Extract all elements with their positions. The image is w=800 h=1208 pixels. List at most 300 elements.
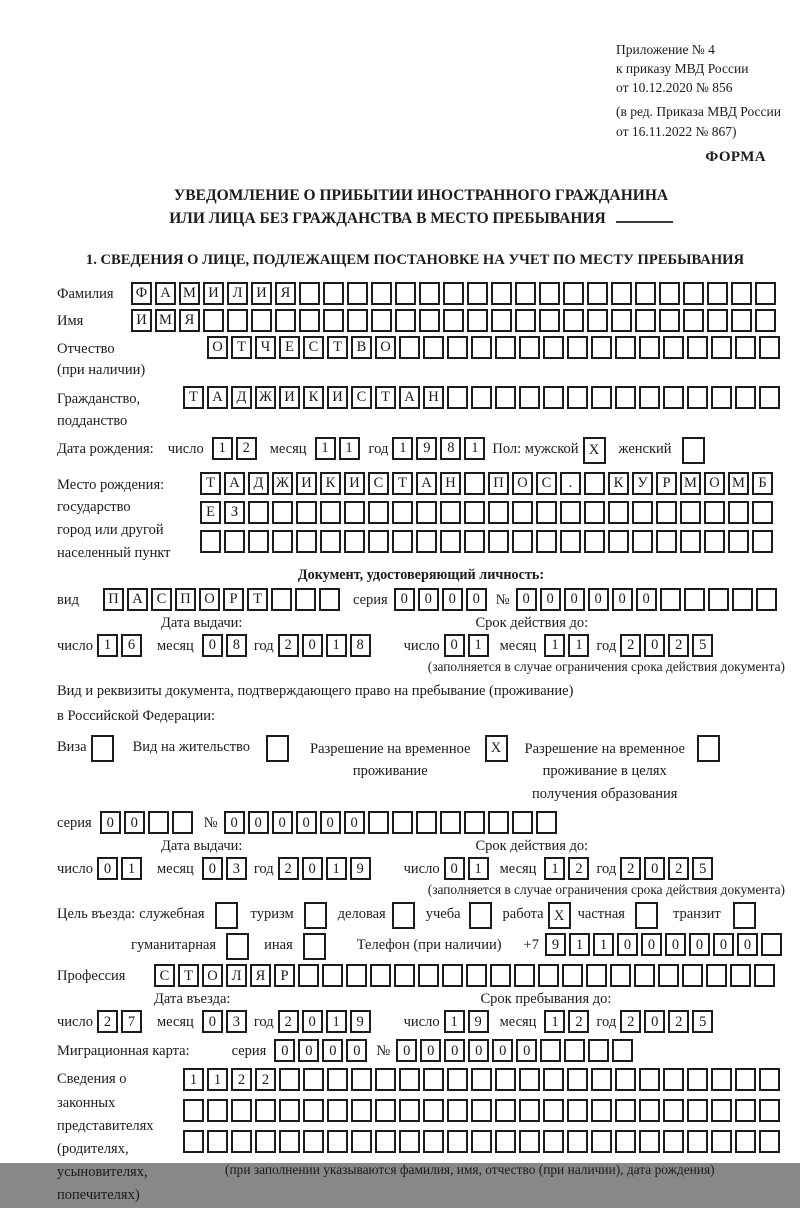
char-cell[interactable]	[519, 1130, 540, 1153]
char-cell[interactable]	[495, 1130, 516, 1153]
char-cell[interactable]	[255, 1099, 276, 1122]
char-cell[interactable]	[320, 501, 341, 524]
char-cell[interactable]: 1	[183, 1068, 204, 1091]
char-cell[interactable]	[663, 386, 684, 409]
char-cell[interactable]: Т	[247, 588, 268, 611]
char-cell[interactable]	[539, 282, 560, 305]
char-cell[interactable]	[591, 1130, 612, 1153]
char-cell[interactable]	[148, 811, 169, 834]
char-cell[interactable]: П	[103, 588, 124, 611]
char-cell[interactable]	[467, 309, 488, 332]
char-cell[interactable]: М	[155, 309, 176, 332]
char-cell[interactable]	[224, 530, 245, 553]
char-cell[interactable]: 1	[569, 933, 590, 956]
char-cell[interactable]	[730, 964, 751, 987]
char-cell[interactable]	[735, 1068, 756, 1091]
char-cell[interactable]: У	[632, 472, 653, 495]
char-cell[interactable]	[591, 1068, 612, 1091]
char-cell[interactable]: О	[512, 472, 533, 495]
char-cell[interactable]	[611, 282, 632, 305]
char-cell[interactable]: 9	[545, 933, 566, 956]
char-cell[interactable]: 2	[278, 1010, 299, 1033]
char-cell[interactable]	[732, 588, 753, 611]
char-cell[interactable]	[251, 309, 272, 332]
char-cell[interactable]	[392, 530, 413, 553]
char-cell[interactable]: 2	[620, 1010, 641, 1033]
char-cell[interactable]: К	[608, 472, 629, 495]
char-cell[interactable]: Т	[183, 386, 204, 409]
char-cell[interactable]	[322, 964, 343, 987]
char-cell[interactable]	[466, 964, 487, 987]
char-cell[interactable]	[639, 336, 660, 359]
char-cell[interactable]: 0	[444, 1039, 465, 1062]
char-cell[interactable]	[543, 386, 564, 409]
char-cell[interactable]: 8	[440, 437, 461, 460]
char-cell[interactable]: 9	[350, 1010, 371, 1033]
char-cell[interactable]	[663, 1099, 684, 1122]
char-cell[interactable]: 2	[278, 857, 299, 880]
char-cell[interactable]	[347, 309, 368, 332]
char-cell[interactable]	[394, 964, 415, 987]
char-cell[interactable]	[632, 501, 653, 524]
char-cell[interactable]: 1	[468, 634, 489, 657]
char-cell[interactable]	[368, 501, 389, 524]
char-cell[interactable]	[728, 501, 749, 524]
char-cell[interactable]	[351, 1099, 372, 1122]
char-cell[interactable]: 0	[224, 811, 245, 834]
char-cell[interactable]	[519, 336, 540, 359]
char-cell[interactable]: 9	[416, 437, 437, 460]
char-cell[interactable]: 0	[97, 857, 118, 880]
char-cell[interactable]	[536, 501, 557, 524]
char-cell[interactable]: 0	[516, 588, 537, 611]
char-cell[interactable]: 5	[692, 1010, 713, 1033]
char-cell[interactable]	[704, 530, 725, 553]
char-cell[interactable]	[203, 309, 224, 332]
char-cell[interactable]	[707, 282, 728, 305]
char-cell[interactable]: 0	[322, 1039, 343, 1062]
char-cell[interactable]	[299, 282, 320, 305]
char-cell[interactable]: 3	[226, 857, 247, 880]
char-cell[interactable]	[399, 336, 420, 359]
char-cell[interactable]	[612, 1039, 633, 1062]
char-cell[interactable]	[660, 588, 681, 611]
char-cell[interactable]: 9	[350, 857, 371, 880]
char-cell[interactable]	[538, 964, 559, 987]
char-cell[interactable]: 0	[296, 811, 317, 834]
char-cell[interactable]: 0	[665, 933, 686, 956]
char-cell[interactable]	[759, 386, 780, 409]
char-cell[interactable]: 0	[644, 857, 665, 880]
char-cell[interactable]: 9	[468, 1010, 489, 1033]
char-cell[interactable]	[536, 811, 557, 834]
char-cell[interactable]: И	[131, 309, 152, 332]
char-cell[interactable]	[564, 1039, 585, 1062]
char-cell[interactable]	[543, 1130, 564, 1153]
char-cell[interactable]: С	[154, 964, 175, 987]
char-cell[interactable]	[447, 1068, 468, 1091]
char-cell[interactable]	[298, 964, 319, 987]
char-cell[interactable]	[611, 309, 632, 332]
char-cell[interactable]: 0	[612, 588, 633, 611]
char-cell[interactable]: 0	[636, 588, 657, 611]
char-cell[interactable]	[327, 1130, 348, 1153]
char-cell[interactable]	[711, 1099, 732, 1122]
char-cell[interactable]: Е	[200, 501, 221, 524]
char-cell[interactable]: 0	[641, 933, 662, 956]
char-cell[interactable]	[639, 1099, 660, 1122]
char-cell[interactable]: 1	[97, 634, 118, 657]
char-cell[interactable]	[491, 282, 512, 305]
char-cell[interactable]	[279, 1099, 300, 1122]
char-cell[interactable]	[399, 1130, 420, 1153]
char-cell[interactable]	[759, 1068, 780, 1091]
char-cell[interactable]: 1	[326, 634, 347, 657]
char-cell[interactable]: 0	[418, 588, 439, 611]
char-cell[interactable]	[512, 501, 533, 524]
char-cell[interactable]	[327, 1099, 348, 1122]
char-cell[interactable]: 0	[298, 1039, 319, 1062]
char-cell[interactable]	[704, 501, 725, 524]
char-cell[interactable]	[587, 282, 608, 305]
char-cell[interactable]	[271, 588, 292, 611]
char-cell[interactable]: И	[327, 386, 348, 409]
char-cell[interactable]	[423, 1068, 444, 1091]
char-cell[interactable]	[295, 588, 316, 611]
char-cell[interactable]: И	[279, 386, 300, 409]
char-cell[interactable]: И	[344, 472, 365, 495]
char-cell[interactable]	[248, 530, 269, 553]
char-cell[interactable]	[323, 282, 344, 305]
char-cell[interactable]: И	[296, 472, 317, 495]
char-cell[interactable]: П	[175, 588, 196, 611]
char-cell[interactable]: 2	[255, 1068, 276, 1091]
char-cell[interactable]: И	[203, 282, 224, 305]
char-cell[interactable]: 0	[588, 588, 609, 611]
char-cell[interactable]	[560, 501, 581, 524]
char-cell[interactable]	[687, 336, 708, 359]
char-cell[interactable]	[443, 309, 464, 332]
char-cell[interactable]	[567, 1099, 588, 1122]
char-cell[interactable]	[495, 336, 516, 359]
char-cell[interactable]	[567, 1130, 588, 1153]
char-cell[interactable]	[731, 282, 752, 305]
char-cell[interactable]	[584, 501, 605, 524]
char-cell[interactable]	[464, 811, 485, 834]
char-cell[interactable]	[272, 530, 293, 553]
char-cell[interactable]	[399, 1068, 420, 1091]
char-cell[interactable]	[536, 530, 557, 553]
char-cell[interactable]	[615, 386, 636, 409]
char-cell[interactable]	[512, 530, 533, 553]
char-cell[interactable]	[303, 1099, 324, 1122]
char-cell[interactable]	[416, 811, 437, 834]
char-cell[interactable]	[567, 1068, 588, 1091]
char-cell[interactable]: А	[399, 386, 420, 409]
char-cell[interactable]	[562, 964, 583, 987]
char-cell[interactable]	[392, 811, 413, 834]
char-cell[interactable]	[687, 1068, 708, 1091]
char-cell[interactable]: 0	[737, 933, 758, 956]
char-cell[interactable]	[327, 1068, 348, 1091]
char-cell[interactable]	[231, 1099, 252, 1122]
char-cell[interactable]: 0	[644, 634, 665, 657]
char-cell[interactable]	[755, 282, 776, 305]
char-cell[interactable]: 0	[444, 857, 465, 880]
char-cell[interactable]: 0	[444, 634, 465, 657]
char-cell[interactable]	[639, 1068, 660, 1091]
char-cell[interactable]: 1	[568, 634, 589, 657]
char-cell[interactable]: Н	[423, 386, 444, 409]
char-cell[interactable]	[515, 309, 536, 332]
char-cell[interactable]: 0	[713, 933, 734, 956]
char-cell[interactable]: 0	[320, 811, 341, 834]
char-cell[interactable]	[183, 1130, 204, 1153]
char-cell[interactable]	[207, 1130, 228, 1153]
char-cell[interactable]	[563, 309, 584, 332]
char-cell[interactable]	[248, 501, 269, 524]
char-cell[interactable]	[419, 282, 440, 305]
char-cell[interactable]: 2	[668, 1010, 689, 1033]
char-cell[interactable]	[711, 1068, 732, 1091]
char-cell[interactable]	[560, 530, 581, 553]
char-cell[interactable]	[659, 309, 680, 332]
char-cell[interactable]: О	[207, 336, 228, 359]
char-cell[interactable]: 0	[202, 857, 223, 880]
char-cell[interactable]	[755, 309, 776, 332]
char-cell[interactable]: 2	[231, 1068, 252, 1091]
char-cell[interactable]: 0	[302, 1010, 323, 1033]
char-cell[interactable]	[711, 1130, 732, 1153]
char-cell[interactable]: 0	[644, 1010, 665, 1033]
char-cell[interactable]	[319, 588, 340, 611]
char-cell[interactable]	[231, 1130, 252, 1153]
char-cell[interactable]: 0	[689, 933, 710, 956]
char-cell[interactable]	[735, 1099, 756, 1122]
char-cell[interactable]: 5	[692, 634, 713, 657]
char-cell[interactable]	[591, 386, 612, 409]
char-cell[interactable]	[659, 282, 680, 305]
char-cell[interactable]	[416, 501, 437, 524]
char-cell[interactable]	[227, 309, 248, 332]
char-cell[interactable]: Я	[250, 964, 271, 987]
char-cell[interactable]: 1	[326, 1010, 347, 1033]
char-cell[interactable]: О	[202, 964, 223, 987]
char-cell[interactable]	[658, 964, 679, 987]
char-cell[interactable]	[423, 1099, 444, 1122]
char-cell[interactable]: 2	[568, 1010, 589, 1033]
char-cell[interactable]	[346, 964, 367, 987]
char-cell[interactable]: Ч	[255, 336, 276, 359]
char-cell[interactable]	[735, 1130, 756, 1153]
char-cell[interactable]	[697, 735, 720, 762]
char-cell[interactable]: Т	[392, 472, 413, 495]
char-cell[interactable]	[543, 336, 564, 359]
char-cell[interactable]	[368, 530, 389, 553]
char-cell[interactable]: 0	[248, 811, 269, 834]
char-cell[interactable]: 0	[396, 1039, 417, 1062]
char-cell[interactable]	[759, 336, 780, 359]
char-cell[interactable]	[255, 1130, 276, 1153]
char-cell[interactable]: 7	[121, 1010, 142, 1033]
char-cell[interactable]	[392, 501, 413, 524]
char-cell[interactable]: 2	[620, 857, 641, 880]
char-cell[interactable]: X	[583, 437, 606, 464]
char-cell[interactable]: 2	[620, 634, 641, 657]
char-cell[interactable]	[471, 1068, 492, 1091]
char-cell[interactable]: 1	[544, 1010, 565, 1033]
char-cell[interactable]	[540, 1039, 561, 1062]
char-cell[interactable]	[275, 309, 296, 332]
char-cell[interactable]: А	[416, 472, 437, 495]
char-cell[interactable]	[471, 386, 492, 409]
char-cell[interactable]	[563, 282, 584, 305]
char-cell[interactable]	[467, 282, 488, 305]
char-cell[interactable]	[418, 964, 439, 987]
char-cell[interactable]	[519, 1068, 540, 1091]
char-cell[interactable]	[639, 1130, 660, 1153]
char-cell[interactable]	[591, 336, 612, 359]
char-cell[interactable]	[447, 1130, 468, 1153]
char-cell[interactable]: 0	[202, 1010, 223, 1033]
char-cell[interactable]	[443, 282, 464, 305]
char-cell[interactable]	[266, 735, 289, 762]
char-cell[interactable]	[591, 1099, 612, 1122]
char-cell[interactable]	[639, 386, 660, 409]
char-cell[interactable]: Л	[226, 964, 247, 987]
char-cell[interactable]: X	[548, 902, 571, 929]
char-cell[interactable]: З	[224, 501, 245, 524]
char-cell[interactable]	[495, 1068, 516, 1091]
char-cell[interactable]	[91, 735, 114, 762]
char-cell[interactable]	[442, 964, 463, 987]
char-cell[interactable]	[488, 501, 509, 524]
char-cell[interactable]	[759, 1099, 780, 1122]
char-cell[interactable]	[587, 309, 608, 332]
char-cell[interactable]	[279, 1068, 300, 1091]
char-cell[interactable]: С	[536, 472, 557, 495]
char-cell[interactable]	[663, 1130, 684, 1153]
char-cell[interactable]: Р	[656, 472, 677, 495]
char-cell[interactable]: И	[251, 282, 272, 305]
char-cell[interactable]: С	[151, 588, 172, 611]
char-cell[interactable]	[567, 336, 588, 359]
char-cell[interactable]	[519, 386, 540, 409]
char-cell[interactable]	[635, 902, 658, 929]
char-cell[interactable]: М	[680, 472, 701, 495]
char-cell[interactable]: Е	[279, 336, 300, 359]
char-cell[interactable]	[584, 472, 605, 495]
char-cell[interactable]	[663, 1068, 684, 1091]
char-cell[interactable]: 0	[564, 588, 585, 611]
char-cell[interactable]	[488, 530, 509, 553]
char-cell[interactable]: 1	[544, 634, 565, 657]
char-cell[interactable]: К	[320, 472, 341, 495]
char-cell[interactable]: 1	[468, 857, 489, 880]
char-cell[interactable]: 0	[540, 588, 561, 611]
char-cell[interactable]: А	[127, 588, 148, 611]
char-cell[interactable]	[684, 588, 705, 611]
char-cell[interactable]	[656, 501, 677, 524]
char-cell[interactable]	[728, 530, 749, 553]
char-cell[interactable]: Т	[178, 964, 199, 987]
char-cell[interactable]: О	[704, 472, 725, 495]
char-cell[interactable]: Б	[752, 472, 773, 495]
char-cell[interactable]	[440, 530, 461, 553]
char-cell[interactable]: 2	[568, 857, 589, 880]
char-cell[interactable]: 1	[326, 857, 347, 880]
char-cell[interactable]	[371, 309, 392, 332]
char-cell[interactable]: 0	[492, 1039, 513, 1062]
char-cell[interactable]: В	[351, 336, 372, 359]
char-cell[interactable]: О	[199, 588, 220, 611]
char-cell[interactable]	[711, 386, 732, 409]
char-cell[interactable]	[296, 501, 317, 524]
char-cell[interactable]: К	[303, 386, 324, 409]
char-cell[interactable]	[543, 1068, 564, 1091]
char-cell[interactable]	[615, 1099, 636, 1122]
char-cell[interactable]	[515, 282, 536, 305]
char-cell[interactable]	[584, 530, 605, 553]
char-cell[interactable]	[471, 1099, 492, 1122]
char-cell[interactable]	[588, 1039, 609, 1062]
char-cell[interactable]: П	[488, 472, 509, 495]
char-cell[interactable]: 0	[274, 1039, 295, 1062]
char-cell[interactable]	[399, 1099, 420, 1122]
char-cell[interactable]	[761, 933, 782, 956]
char-cell[interactable]	[756, 588, 777, 611]
char-cell[interactable]	[543, 1099, 564, 1122]
char-cell[interactable]	[488, 811, 509, 834]
char-cell[interactable]	[632, 530, 653, 553]
char-cell[interactable]: А	[224, 472, 245, 495]
char-cell[interactable]	[371, 282, 392, 305]
char-cell[interactable]: 0	[468, 1039, 489, 1062]
char-cell[interactable]	[303, 1130, 324, 1153]
char-cell[interactable]: 1	[339, 437, 360, 460]
char-cell[interactable]: М	[728, 472, 749, 495]
char-cell[interactable]: Ф	[131, 282, 152, 305]
char-cell[interactable]	[682, 437, 705, 464]
char-cell[interactable]: 0	[124, 811, 145, 834]
char-cell[interactable]: 1	[315, 437, 336, 460]
char-cell[interactable]: Н	[440, 472, 461, 495]
char-cell[interactable]	[392, 902, 415, 929]
char-cell[interactable]	[320, 530, 341, 553]
char-cell[interactable]	[635, 282, 656, 305]
char-cell[interactable]	[663, 336, 684, 359]
char-cell[interactable]	[615, 1130, 636, 1153]
char-cell[interactable]: 0	[302, 857, 323, 880]
char-cell[interactable]	[226, 933, 249, 960]
char-cell[interactable]: 0	[420, 1039, 441, 1062]
char-cell[interactable]	[215, 902, 238, 929]
char-cell[interactable]: 1	[392, 437, 413, 460]
char-cell[interactable]: 0	[442, 588, 463, 611]
char-cell[interactable]	[680, 501, 701, 524]
char-cell[interactable]	[375, 1130, 396, 1153]
char-cell[interactable]	[687, 1130, 708, 1153]
char-cell[interactable]: А	[155, 282, 176, 305]
char-cell[interactable]	[447, 336, 468, 359]
char-cell[interactable]	[447, 386, 468, 409]
char-cell[interactable]	[344, 501, 365, 524]
char-cell[interactable]: 2	[668, 634, 689, 657]
char-cell[interactable]: Д	[248, 472, 269, 495]
char-cell[interactable]	[375, 1068, 396, 1091]
char-cell[interactable]	[683, 282, 704, 305]
char-cell[interactable]	[440, 811, 461, 834]
